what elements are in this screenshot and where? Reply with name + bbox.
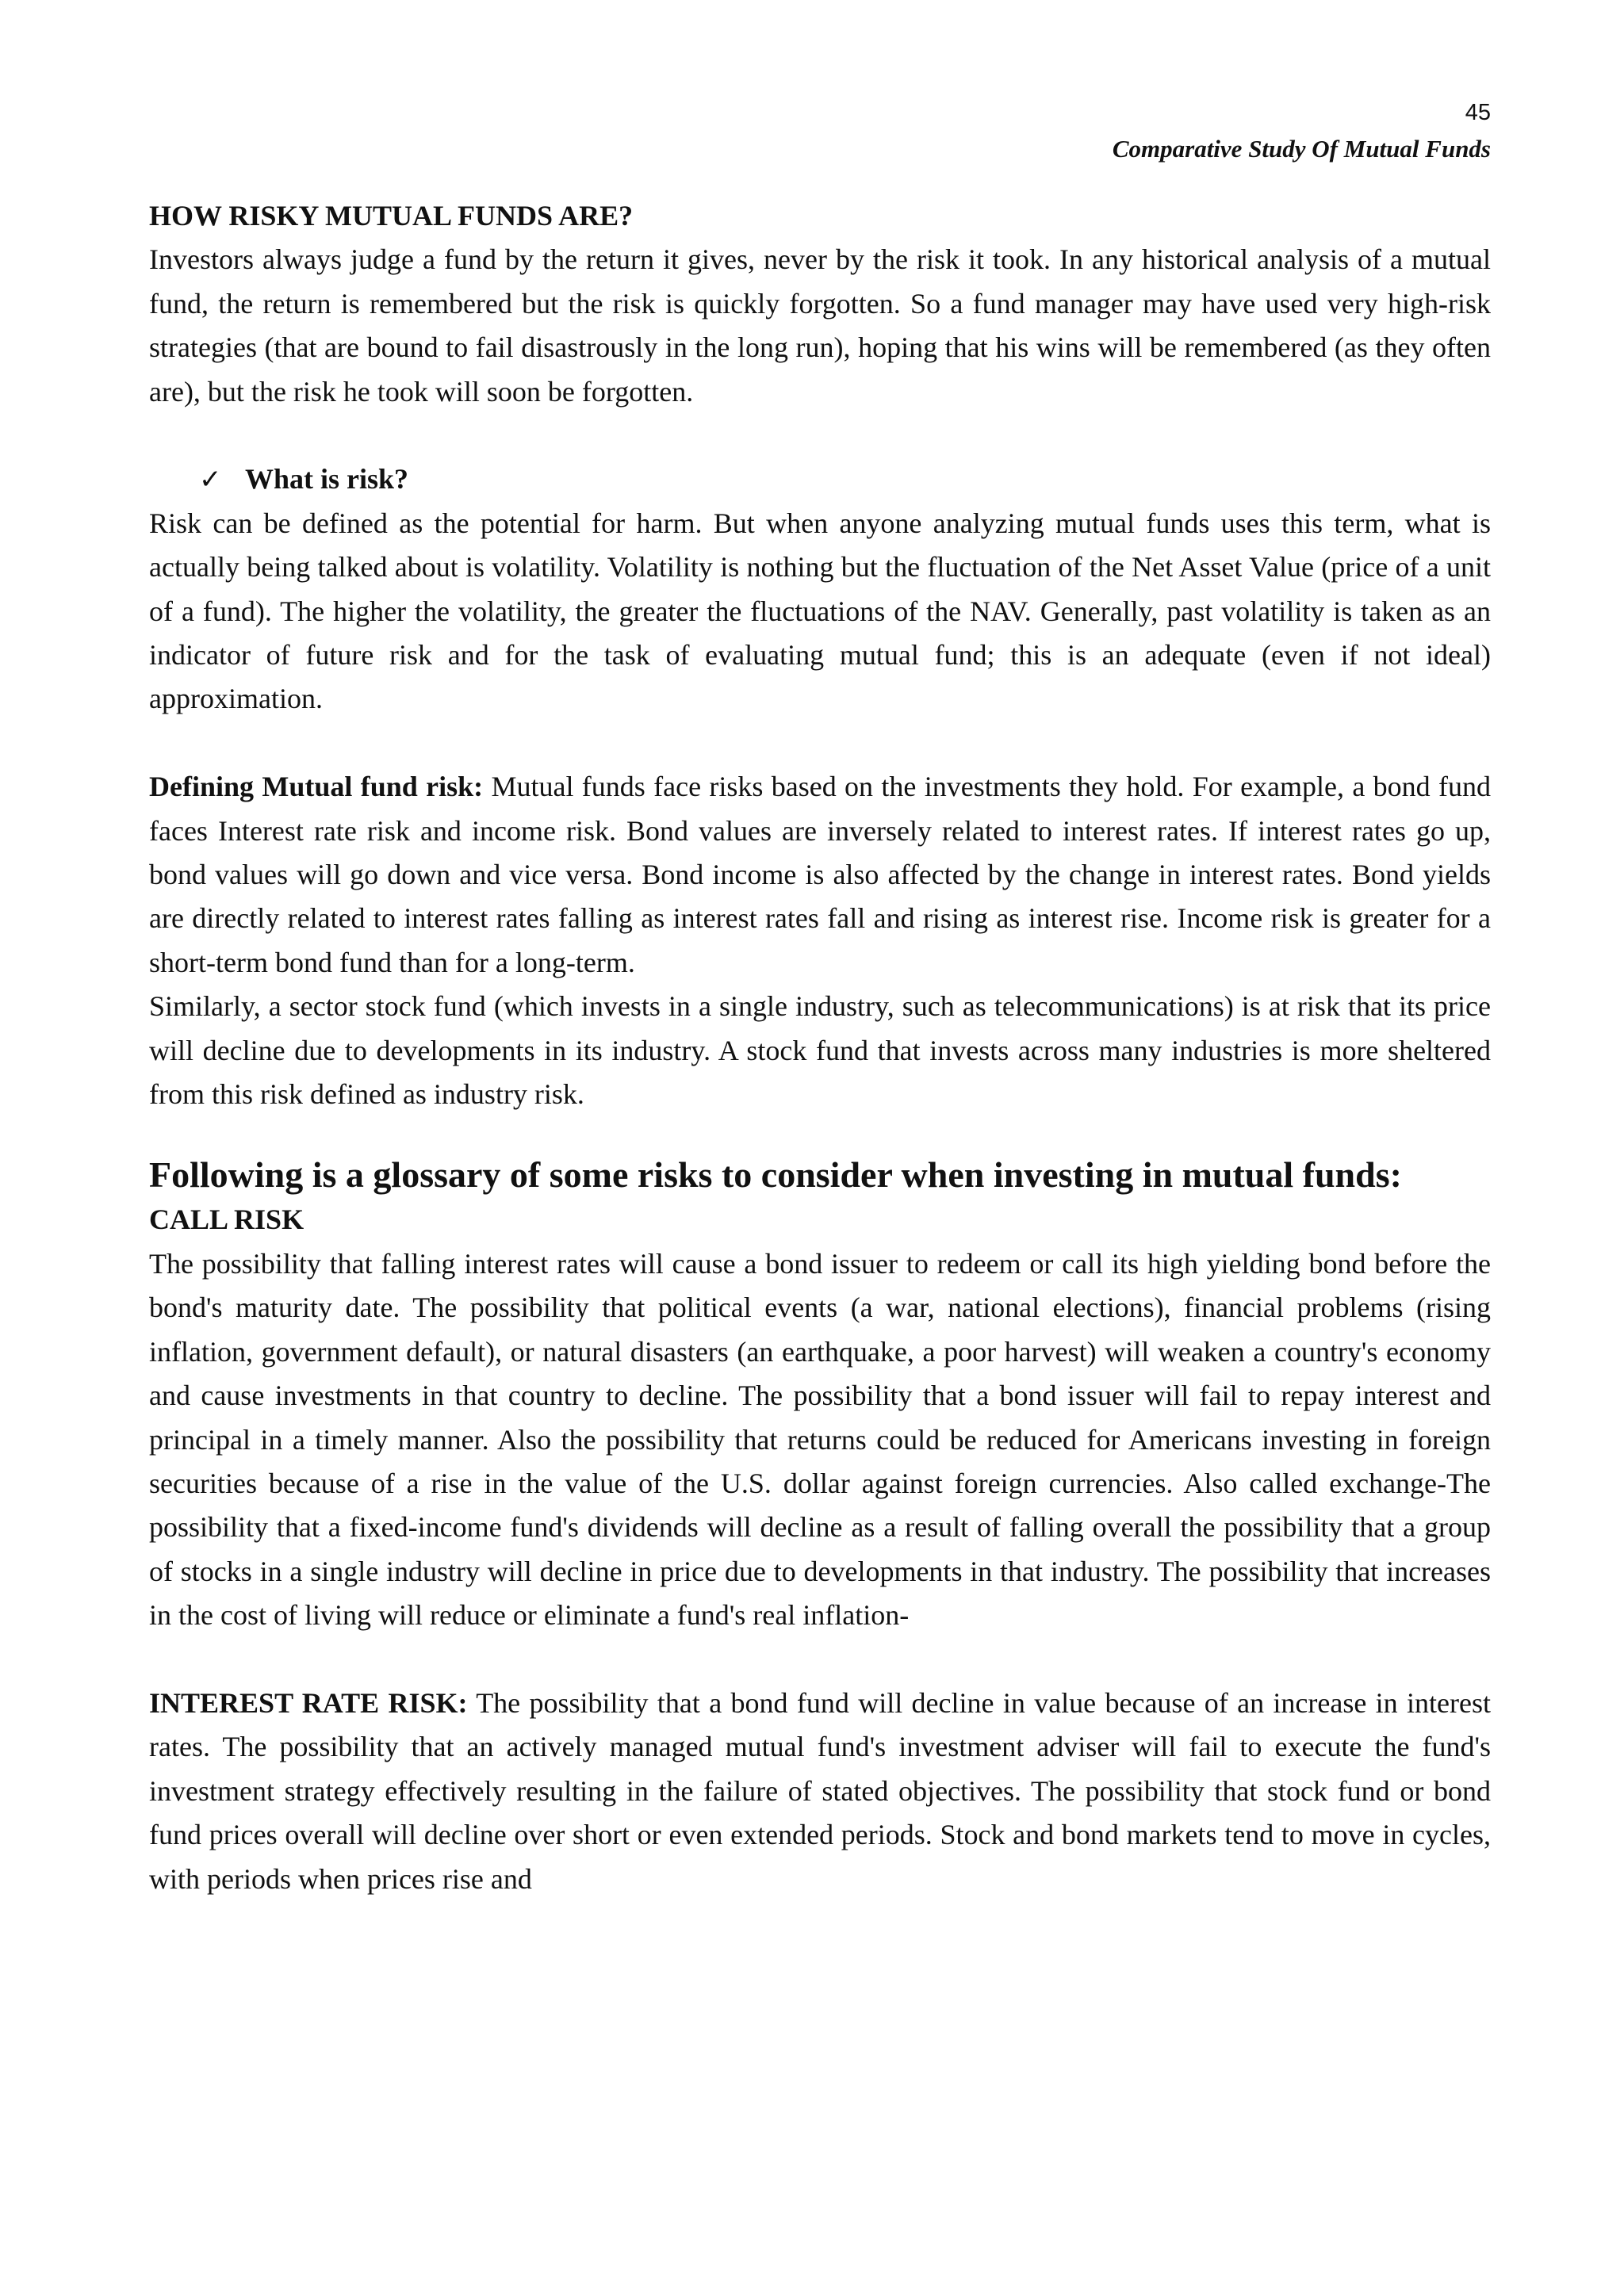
subheading-what-is-risk: What is risk?	[245, 463, 409, 496]
text-interest-rate-risk: The possibility that a bond fund will decline in value because of an increase in interest rates. The possibility that an actively managed mutual fund's investment adviser will fail to execute the fund's investment strategy effectively resulting in the failure of stated objectives. The possibility that stock fund or bond fund prices overall will decline over short or even extended periods. Stock and bond markets tend to move in cycles, with periods when prices rise and	[149, 1686, 1491, 1895]
run-in-label-defining-risk: Defining Mutual fund risk:	[149, 771, 484, 803]
paragraph-how-risky: Investors always judge a fund by the return it gives, never by the risk it took. In any historical analysis of a mutual fund, the return is remembered but the risk is quickly forgotten. So a fund manager may have used very high-risk strategies (that are bound to fail disastrously in the long run), hoping that his wins will be remembered (as they often are), but the risk he took will soon be forgotten.	[149, 243, 1491, 408]
paragraph-interest-rate-risk	[149, 1682, 1491, 1901]
text-defining-risk: Mutual funds face risks based on the investments they hold. For example, a bond fund faces Interest rate risk and income risk. Bond values are inversely related to interest rates. If interest rates go up, bond values will go down and vice versa. Bond income is also affected by the change in interest rates. Bond yields are directly related to interest rates falling as interest rates fall and rising as interest rise. Income risk is greater for a short-term bond fund than for a long-term.	[149, 771, 1491, 978]
call-risk-heading: CALL RISK	[149, 1203, 304, 1236]
glossary-heading: Following is a glossary of some risks to consider when investing in mutual funds:	[149, 1154, 1402, 1196]
spacer	[149, 1638, 1491, 1682]
page-content	[149, 194, 1491, 1901]
running-header-title: Comparative Study Of Mutual Funds	[1112, 135, 1491, 163]
spacer	[149, 414, 1491, 457]
page-number: 45	[1465, 100, 1491, 125]
spacer	[149, 721, 1491, 765]
bullet-what-is-risk	[149, 457, 1491, 501]
paragraph-sector-risk: Similarly, a sector stock fund (which invests in a single industry, such as telecommunications) is at risk that its price will decline due to developments in its industry. A stock fund that invests across many industries is more sheltered from this risk defined as industry risk.	[149, 990, 1491, 1111]
run-in-label-interest-rate-risk: INTEREST RATE RISK:	[149, 1686, 468, 1719]
paragraph-call-risk: The possibility that falling interest rates will cause a bond issuer to redeem or call its high yielding bond before the bond's maturity date. The possibility that political events (a war, national elections), financial problems (rising inflation, government default), or natural disasters (an earthquake, a poor harvest) will weaken a country's economy and cause investments in that country to decline. The possibility that a bond issuer will fail to repay interest and principal in a timely manner. Also the possibility that returns could be reduced for Americans investing in foreign securities because of a rise in the value of the U.S. dollar against foreign currencies. Also called exchange-The possibility that a fixed-income fund's dividends will decline as a result of falling overall the possibility that a group of stocks in a single industry will decline in price due to developments in that industry. The possibility that increases in the cost of living will reduce or eliminate a fund's real inflation-	[149, 1247, 1491, 1632]
checkmark-icon: ✓	[199, 464, 222, 496]
section-heading-how-risky: HOW RISKY MUTUAL FUNDS ARE?	[149, 200, 634, 232]
paragraph-defining-risk	[149, 765, 1491, 985]
paragraph-what-is-risk: Risk can be defined as the potential for harm. But when anyone analyzing mutual funds uses this term, what is actually being talked about is volatility. Volatility is nothing but the fluctuation of the Net Asset Value (price of a unit of a fund). The higher the volatility, the greater the fluctuations of the NAV. Generally, past volatility is taken as an indicator of future risk and for the task of evaluating mutual fund; this is an adequate (even if not ideal) approximation.	[149, 507, 1491, 715]
spacer	[149, 1116, 1491, 1152]
